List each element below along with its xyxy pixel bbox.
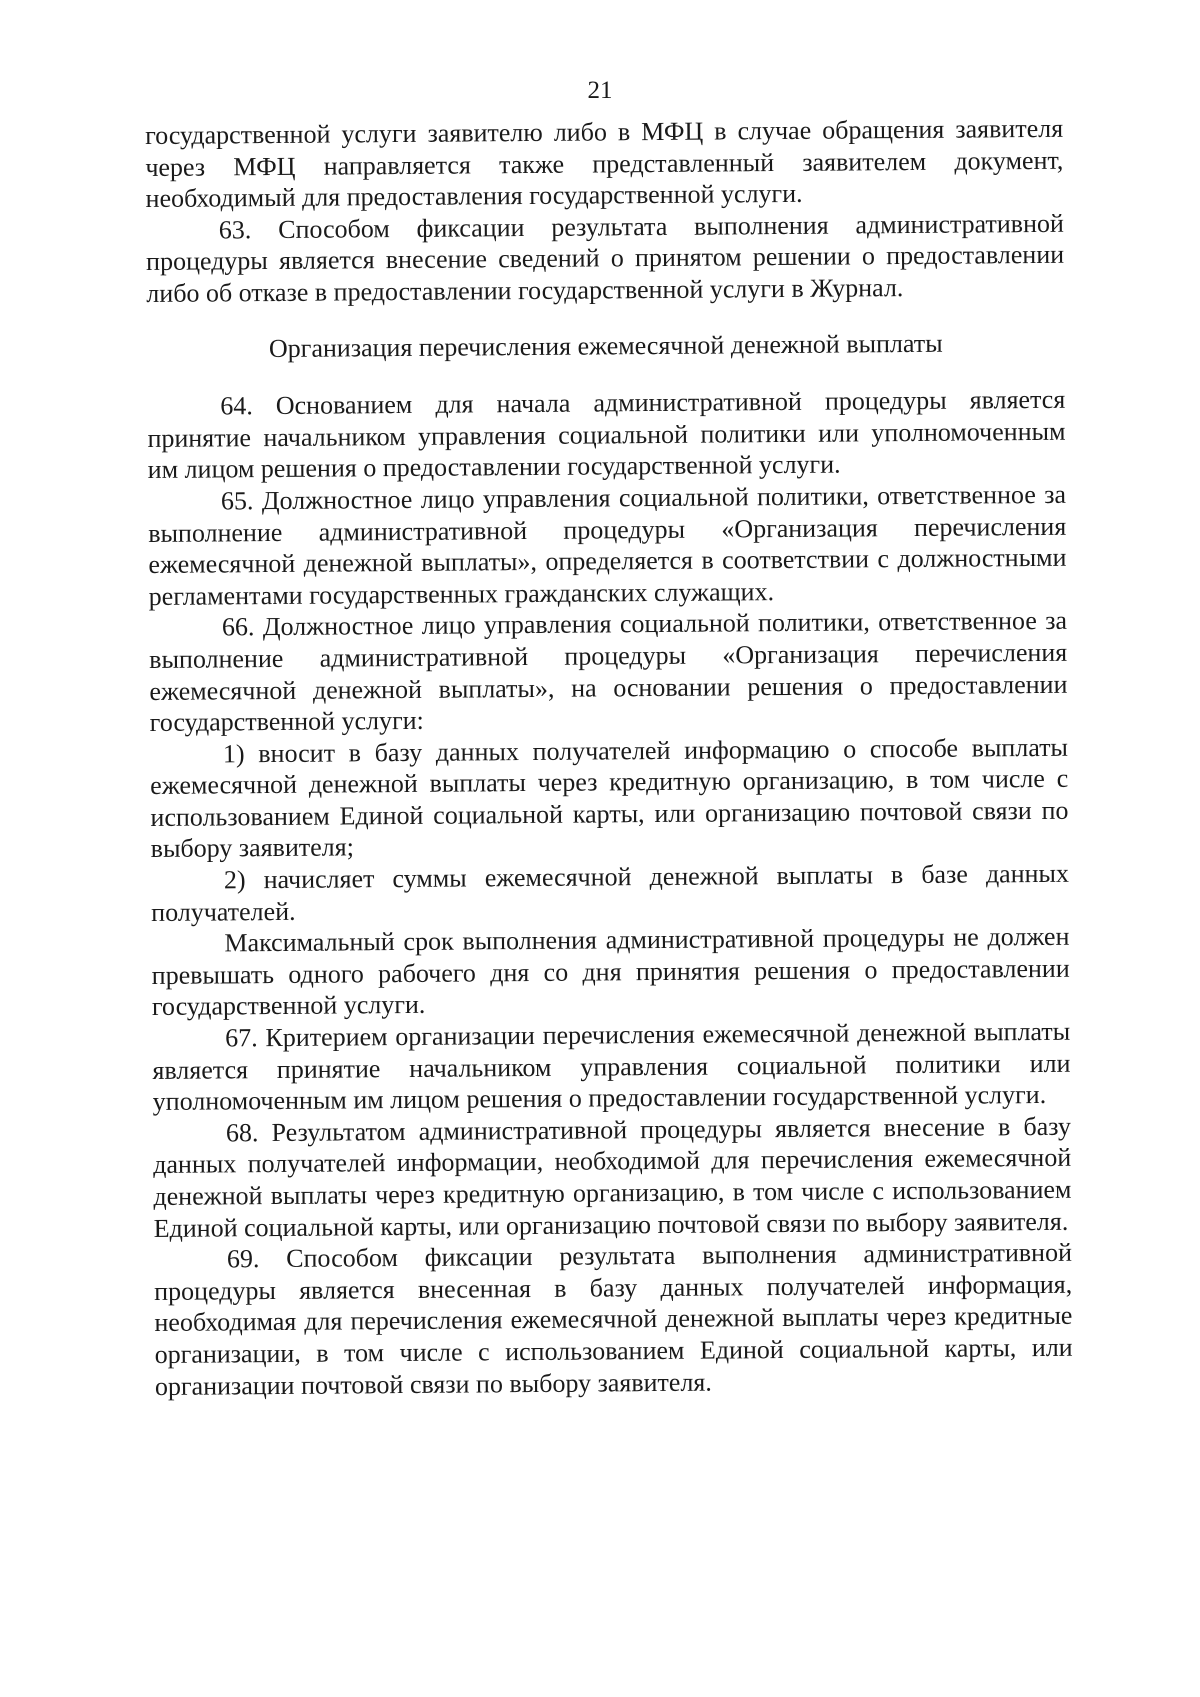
section-heading: Организация перечисления ежемесячной денежной выплаты bbox=[268, 328, 943, 363]
paragraph-67: 67. Критерием организации перечисления ежемесячной денежной выплаты является принятие начальником управления социальной политики или уполномоченным им лицом решения о предоставлении государственной услуги. bbox=[152, 1016, 1071, 1117]
paragraph-max-term: Максимальный срок выполнения административной процедуры не должен превышать одного рабочего дня со дня принятия решения о предоставлении государственной услуги. bbox=[151, 922, 1070, 1022]
paragraph-65: 65. Должностное лицо управления социальной политики, ответственное за выполнение административной процедуры «Организация перечисления ежемесячной денежной выплаты», определяется в соответствии с должностными регламентами государственных гражданских служащих. bbox=[148, 479, 1067, 611]
paragraph-63: 63. Способом фиксации результата выполнения административной процедуры является внесение сведений о принятом решении о предоставлении либо об отказе в предоставлении государственной услуги в Журнал. bbox=[146, 208, 1065, 308]
page-number: 21 bbox=[587, 77, 613, 104]
paragraph-continuation: государственной услуги заявителю либо в МФЦ в случае обращения заявителя через МФЦ направляется также представленный заявителем документ, необходимый для предоставления государственной услуги. bbox=[145, 113, 1064, 214]
paragraph-66-item-1: 1) вносит в базу данных получателей информацию о способе выплаты ежемесячной денежной выплаты через кредитную организацию, в том числе с использованием Единой социальной карты, или организацию почтовой связи по выбору заявителя; bbox=[150, 732, 1069, 864]
document-body bbox=[145, 113, 1073, 1402]
paragraph-69: 69. Способом фиксации результата выполнения административной процедуры является внесенная в базу данных получателей информация, необходимая для перечисления ежемесячной денежной выплаты через кредитные организации, в том числе с использованием Единой социальной карты, или организации почтовой связи по выбору заявителя. bbox=[154, 1237, 1073, 1401]
paragraph-66-item-2: 2) начисляет суммы ежемесячной денежной выплаты в базе данных получателей. bbox=[151, 858, 1070, 927]
paragraph-64: 64. Основанием для начала административной процедуры является принятие начальником управления социальной политики или уполномоченным им лицом решения о предоставлении государственной услуги. bbox=[147, 384, 1066, 485]
paragraph-66: 66. Должностное лицо управления социальной политики, ответственное за выполнение административной процедуры «Организация перечисления ежемесячной денежной выплаты», на основании решения о предоставлении государственной услуги: bbox=[149, 606, 1068, 738]
paragraph-68: 68. Результатом административной процедуры является внесение в базу данных получателей информации, необходимой для перечисления ежемесячной денежной выплаты через кредитную организацию, в том числе с использованием Единой социальной карты, или организацию почтовой связи по выбору заявителя. bbox=[153, 1111, 1072, 1243]
